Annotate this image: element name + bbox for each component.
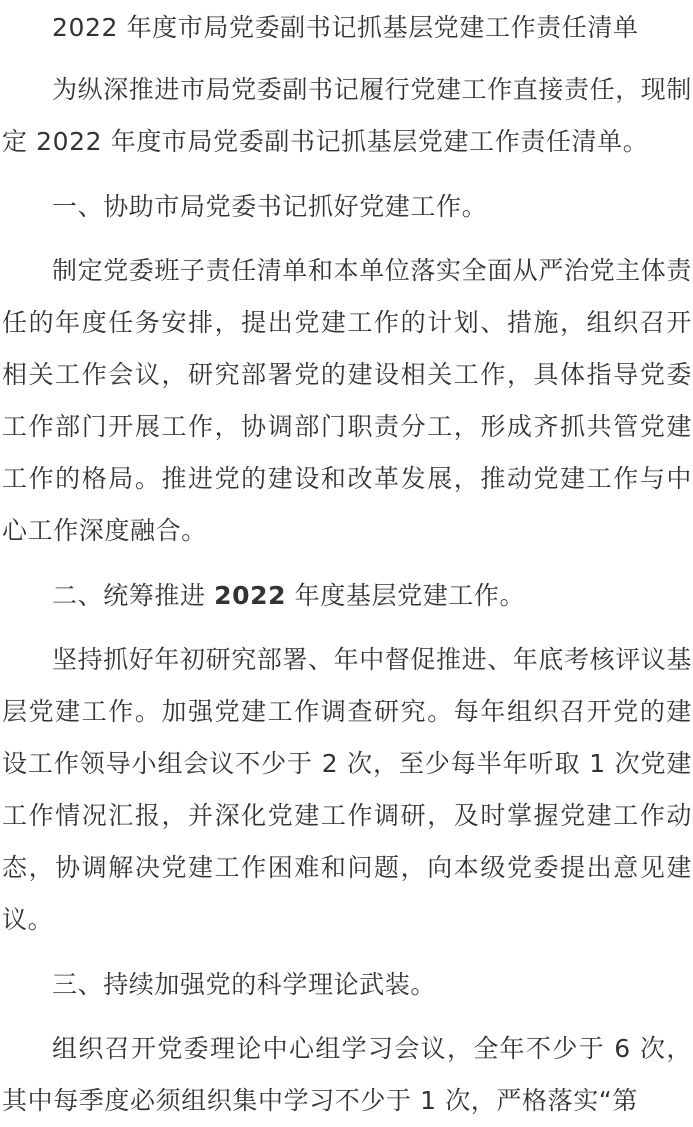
intro-paragraph: 为纵深推进市局党委副书记履行党建工作直接责任，现制定 2022 年度市局党委副书记抓基层党建工作责任清单。 <box>2 75 693 156</box>
section-3-heading: 三、持续加强党的科学理论武装。 <box>52 970 437 999</box>
section-2-body: 坚持抓好年初研究部署、年中督促推进、年底考核评议基层党建工作。加强党建工作调查研究。每年组织召开党的建设工作领导小组会议不少于 2 次，至少每半年听取 1 次党建工作情况汇报，并深化党建工作调研，及时掌握党建工作动态，协调解决党建工作困难和问题，向本级党委提出意见建议。 <box>2 645 693 934</box>
document-title: 2022 年度市局党委副书记抓基层党建工作责任清单 <box>52 13 639 42</box>
section-3-body: 组织召开党委理论中心组学习会议，全年不少于 6 次，其中每季度必须组织集中学习不少于 1 次，严格落实“第 <box>2 1034 692 1115</box>
section-1-heading: 一、协助市局党委书记抓好党建工作。 <box>52 192 488 221</box>
section-2-heading-suffix: 年度基层党建工作。 <box>286 581 526 610</box>
section-2-heading <box>2 570 692 622</box>
section-2-heading-year: 2022 <box>214 581 287 610</box>
section-2-heading-prefix: 二、统筹推进 <box>52 581 215 610</box>
section-1-body: 制定党委班子责任清单和本单位落实全面从严治党主体责任的年度任务安排，提出党建工作的计划、措施，组织召开相关工作会议，研究部署党的建设相关工作，具体指导党委工作部门开展工作，协调部门职责分工，形成齐抓共管党建工作的格局。推进党的建设和改革发展，推动党建工作与中心工作深度融合。 <box>2 256 693 545</box>
